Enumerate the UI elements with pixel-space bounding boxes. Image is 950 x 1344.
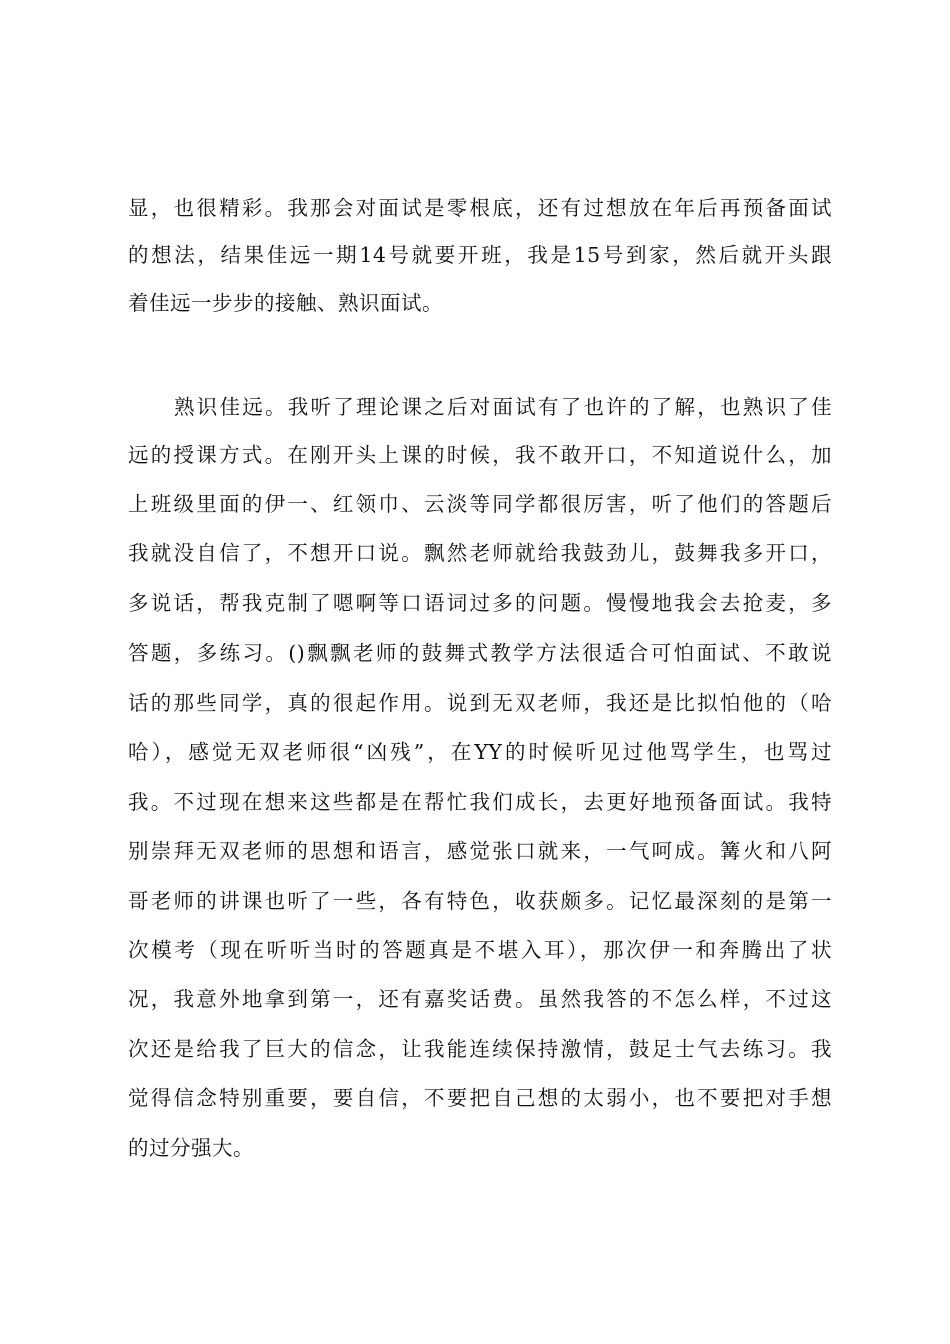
paragraph-1-line-3: 着佳远一步步的接触、熟识面试。 [128, 291, 443, 315]
paragraph-1-line-1: 显，也很精彩。我那会对面试是零根底，还有过想放在年后再预备面试 [128, 196, 832, 220]
paragraph-2-line-12: 次模考（现在听听当时的答题真是不堪入耳），那次伊一和奔腾出了状 [128, 938, 832, 962]
paragraph-2-line-5: 多说话，帮我克制了嗯啊等口语词过多的问题。慢慢地我会去抢麦，多 [128, 591, 832, 615]
paragraph-2-line-6: 答题，多练习。()飘飘老师的鼓舞式教学方法很适合可怕面试、不敢说 [128, 641, 832, 665]
paragraph-2-line-8: 哈），感觉无双老师很“凶残”，在YY的时候听见过他骂学生，也骂过 [128, 740, 832, 764]
paragraph-2-line-14: 次还是给我了巨大的信念，让我能连续保持激情，鼓足士气去练习。我 [128, 1037, 832, 1061]
paragraph-2-line-16: 的过分强大。 [128, 1136, 254, 1160]
paragraph-2-line-9: 我。不过现在想来这些都是在帮忙我们成长，去更好地预备面试。我特 [128, 790, 832, 814]
paragraph-2-line-3: 上班级里面的伊一、红领巾、云淡等同学都很厉害，听了他们的答题后 [128, 492, 832, 516]
paragraph-2-line-13: 况，我意外地拿到第一，还有嘉奖话费。虽然我答的不怎么样，不过这 [128, 987, 832, 1011]
paragraph-2-line-2: 远的授课方式。在刚开头上课的时候，我不敢开口，不知道说什么，加 [128, 443, 832, 467]
paragraph-2-line-4: 我就没自信了，不想开口说。飘然老师就给我鼓劲儿，鼓舞我多开口， [128, 541, 832, 565]
paragraph-2-line-15: 觉得信念特别重要，要自信，不要把自己想的太弱小，也不要把对手想 [128, 1086, 832, 1110]
paragraph-2-line-7: 话的那些同学，真的很起作用。说到无双老师，我还是比拟怕他的（哈 [128, 691, 832, 715]
paragraph-1-line-2: 的想法，结果佳远一期14号就要开班，我是15号到家，然后就开头跟 [128, 243, 832, 267]
paragraph-2-line-1: 熟识佳远。我听了理论课之后对面试有了也许的了解，也熟识了佳 [174, 395, 832, 419]
paragraph-2-line-11: 哥老师的讲课也听了一些，各有特色，收获颇多。记忆最深刻的是第一 [128, 889, 832, 913]
paragraph-2-line-10: 别崇拜无双老师的思想和语言，感觉张口就来，一气呵成。篝火和八阿 [128, 839, 832, 863]
